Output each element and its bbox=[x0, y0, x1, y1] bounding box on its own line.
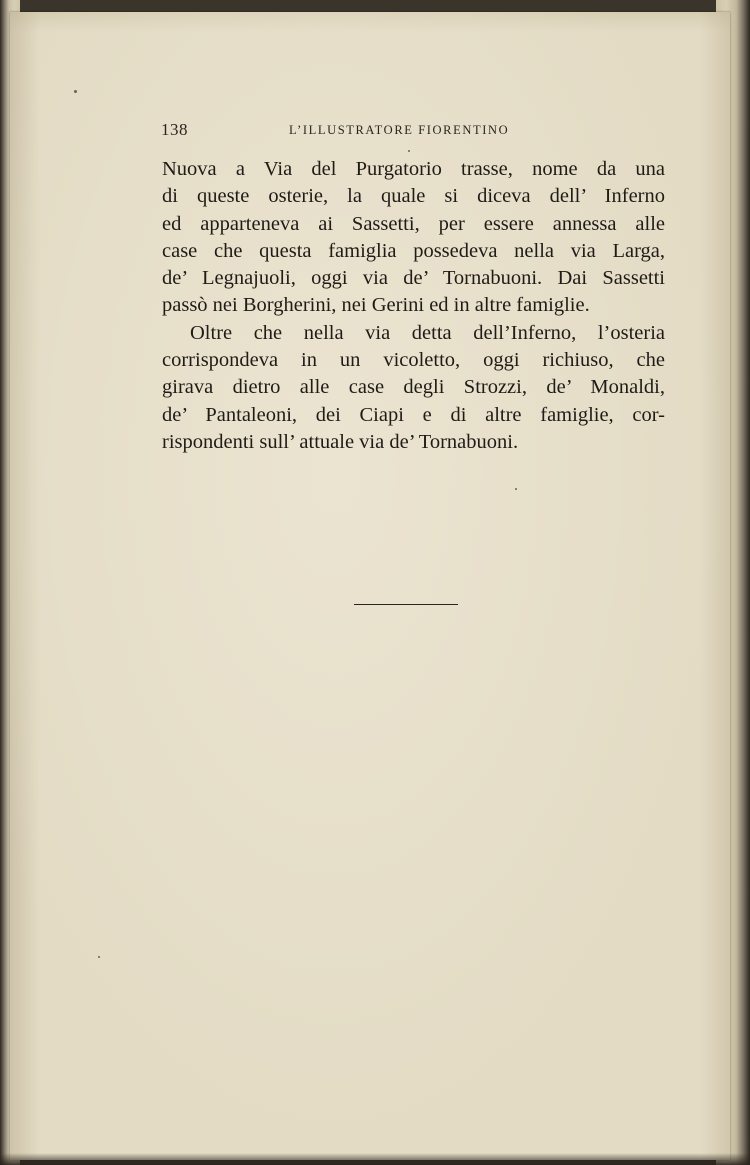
text-line: Nuova a Via del Purgatorio trasse, nome da una bbox=[162, 158, 665, 180]
running-head bbox=[161, 120, 666, 144]
text-line: case che questa famiglia possedeva nella via Larga, bbox=[162, 239, 665, 262]
text-line: rispondenti sull’ attuale via de’ Tornabuoni. bbox=[162, 430, 519, 453]
paper-speck bbox=[515, 488, 517, 490]
paper-speck bbox=[74, 90, 77, 93]
text-line: corrispondeva in un vicoletto, oggi richiuso, che bbox=[162, 349, 665, 372]
text-line: girava dietro alle case degli Strozzi, de’ Monaldi, bbox=[162, 376, 665, 399]
text-line: passò nei Borgherini, nei Gerini ed in altre famiglie. bbox=[162, 294, 590, 317]
bottom-edge-shadow bbox=[0, 1153, 750, 1165]
page-number: 138 bbox=[161, 120, 188, 139]
text-line: Oltre che nella via detta dell’Inferno, l’osteria bbox=[190, 321, 665, 344]
section-end-rule bbox=[354, 604, 458, 605]
paper-speck bbox=[98, 956, 100, 958]
text-line: di queste osterie, la quale si diceva dell’ Inferno bbox=[162, 185, 665, 208]
body-text bbox=[162, 156, 665, 456]
paper-speck bbox=[408, 150, 410, 152]
text-line: ed apparteneva ai Sassetti, per essere annessa alle bbox=[162, 212, 665, 235]
text-line: de’ Legnajuoli, oggi via de’ Tornabuoni. Dai Sassetti bbox=[162, 267, 665, 290]
text-line: de’ Pantaleoni, dei Ciapi e di altre famiglie, cor- bbox=[162, 403, 665, 426]
header-title: L’ILLUSTRATORE FIORENTINO bbox=[289, 123, 510, 137]
